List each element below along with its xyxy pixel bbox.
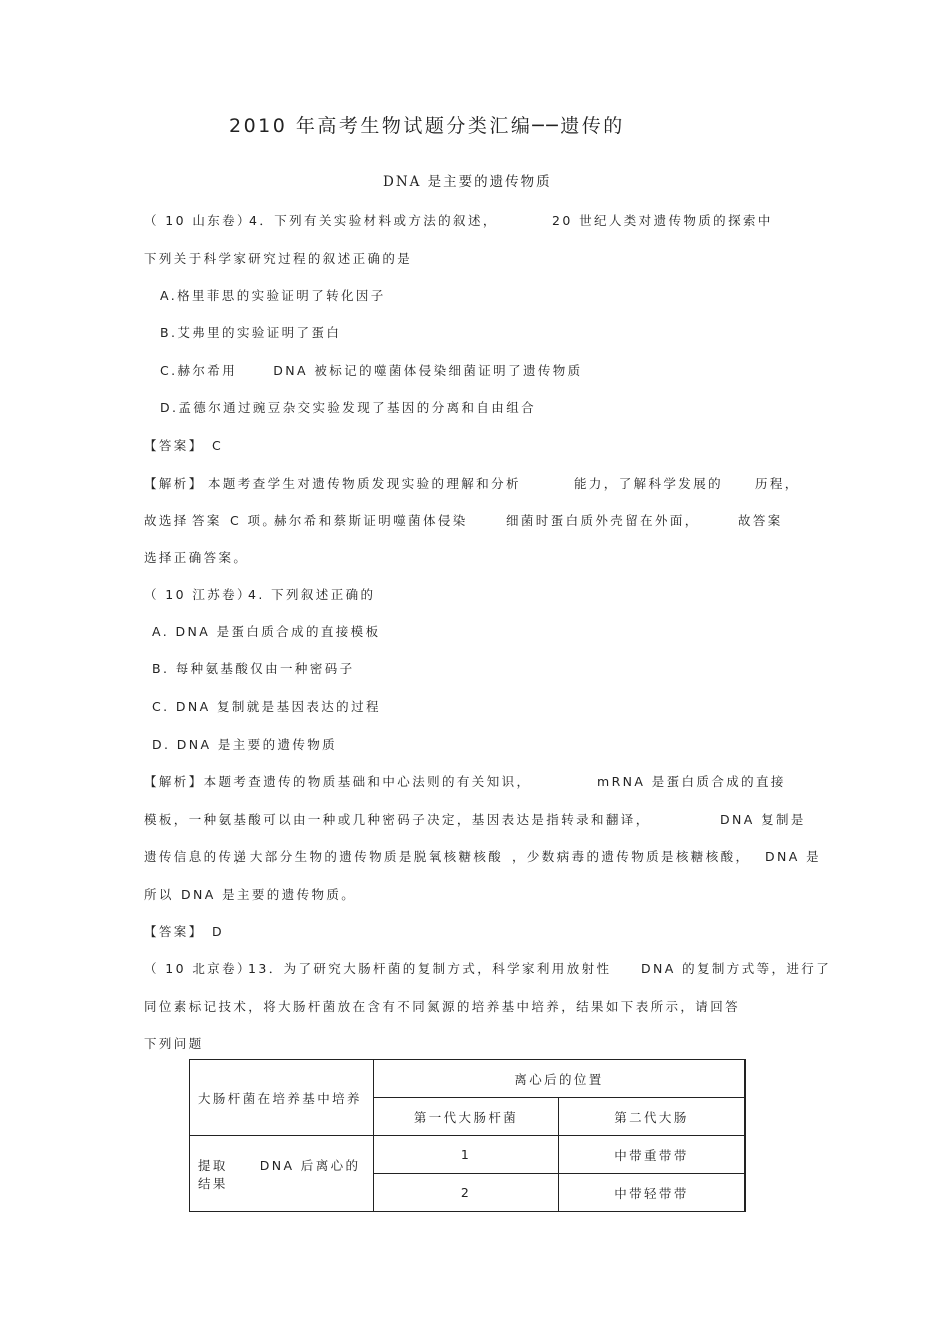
q2-source: （ 10 江苏卷） xyxy=(144,587,252,602)
q2-analysis3-b: ，大部分生物的遗传物质是脱氧核糖核酸 xyxy=(235,849,504,864)
q1-option-b: B.艾弗里的实验证明了蛋白 xyxy=(160,325,342,340)
q1-analysis2-c: C 项。 xyxy=(230,513,278,528)
q2-analysis4-a: 所以 xyxy=(144,887,174,902)
q1-analysis2-e: 细菌时蛋白质外壳留在外面， xyxy=(506,513,700,528)
results-table xyxy=(189,1059,746,1212)
q1-analysis-c: 历程， xyxy=(755,476,800,491)
q2-analysis3-c: ，少数病毒的遗传物质是核糖核酸， xyxy=(512,849,751,864)
q2-option-a: A. DNA 是蛋白质合成的直接模板 xyxy=(152,624,381,639)
table-cell-gen: 1 xyxy=(374,1136,559,1174)
q1-analysis2-a: 故选择 xyxy=(144,513,189,528)
q2-analysis3-a: 遗传信息的传递 xyxy=(144,849,249,864)
q3-stem-line2: 同位素标记技术，将大肠杆菌放在含有不同氮源的培养基中培养，结果如下表所示，请回答 xyxy=(144,999,741,1014)
table-cell-result: 中带轻带带 xyxy=(559,1174,746,1212)
q1-option-d: D.孟德尔通过豌豆杂交实验发现了基因的分离和自由组合 xyxy=(160,400,536,415)
q2-answer-value: D xyxy=(212,924,225,939)
q2-analysis4-b: DNA 是主要的遗传物质。 xyxy=(181,887,357,902)
q1-analysis2-b: 答案 xyxy=(192,513,222,528)
q3-stem-b: DNA 的复制方式等，进行了 xyxy=(641,961,832,976)
q2-stem: 4. 下列叙述正确的 xyxy=(248,587,376,602)
q1-analysis-b: 能力，了解科学发展的 xyxy=(574,476,724,491)
q3-source: （ 10 北京卷） xyxy=(144,961,252,976)
table-header-left: 大肠杆菌在培养基中培养 xyxy=(190,1060,374,1136)
page-title: 2010 年高考生物试题分类汇编──遗传的 xyxy=(229,115,625,137)
q1-analysis-a: 本题考查学生对遗传物质发现实验的理解和分析 xyxy=(208,476,521,491)
table-row-label-b: DNA 后离心的结果 xyxy=(198,1157,361,1191)
table-subheader-2: 第二代大肠 xyxy=(559,1098,746,1136)
q1-option-a: A.格里菲思的实验证明了转化因子 xyxy=(160,288,386,303)
q2-answer-label: 【答案】 xyxy=(144,924,204,939)
q2-analysis1-a: 【解析】本题考查遗传的物质基础和中心法则的有关知识， xyxy=(144,774,532,789)
q2-analysis3-d: DNA 是 xyxy=(765,849,822,864)
q1-analysis3: 选择正确答案。 xyxy=(144,550,249,565)
q1-answer-label: 【答案】 xyxy=(144,438,204,453)
table-cell-result: 中带重带带 xyxy=(559,1136,746,1174)
q1-stem-a: 4．下列有关实验材料或方法的叙述， xyxy=(249,213,498,228)
q1-stem-b: 20 世纪人类对遗传物质的探索中 xyxy=(552,213,773,228)
table-cell-gen: 2 xyxy=(374,1174,559,1212)
q2-analysis2-b: DNA 复制是 xyxy=(720,812,806,827)
q3-stem-line3: 下列问题 xyxy=(144,1036,204,1051)
table-row-label-a: 提取 xyxy=(198,1157,228,1173)
table-row-label xyxy=(190,1136,374,1212)
table-header-top: 离心后的位置 xyxy=(374,1060,746,1098)
q1-analysis-label: 【解析】 xyxy=(144,476,204,491)
q1-source: （ 10 山东卷） xyxy=(144,213,252,228)
q2-option-d: D. DNA 是主要的遗传物质 xyxy=(152,737,338,752)
q2-analysis1-b: mRNA 是蛋白质合成的直接 xyxy=(597,774,786,789)
q2-analysis2-a: 模板，一种氨基酸可以由一种或几种密码子决定，基因表达是指转录和翻译， xyxy=(144,812,651,827)
table-row xyxy=(190,1136,746,1174)
q2-option-c: C. DNA 复制就是基因表达的过程 xyxy=(152,699,381,714)
q1-option-c: C.赫尔希用 DNA 被标记的噬菌体侵染细菌证明了遗传物质 xyxy=(160,363,583,378)
section-subtitle: DNA 是主要的遗传物质 xyxy=(383,174,552,190)
table-subheader-1: 第一代大肠杆菌 xyxy=(374,1098,559,1136)
q1-analysis2-f: 故答案 xyxy=(738,513,783,528)
q2-option-b: B. 每种氨基酸仅由一种密码子 xyxy=(152,661,355,676)
q1-answer-value: C xyxy=(212,438,224,453)
q1-stem-line2: 下列关于科学家研究过程的叙述正确的是 xyxy=(144,251,413,266)
q3-stem-a: 13．为了研究大肠杆菌的复制方式，科学家利用放射性 xyxy=(248,961,612,976)
q1-analysis2-d: 赫尔希和蔡斯证明噬菌体侵染 xyxy=(274,513,468,528)
